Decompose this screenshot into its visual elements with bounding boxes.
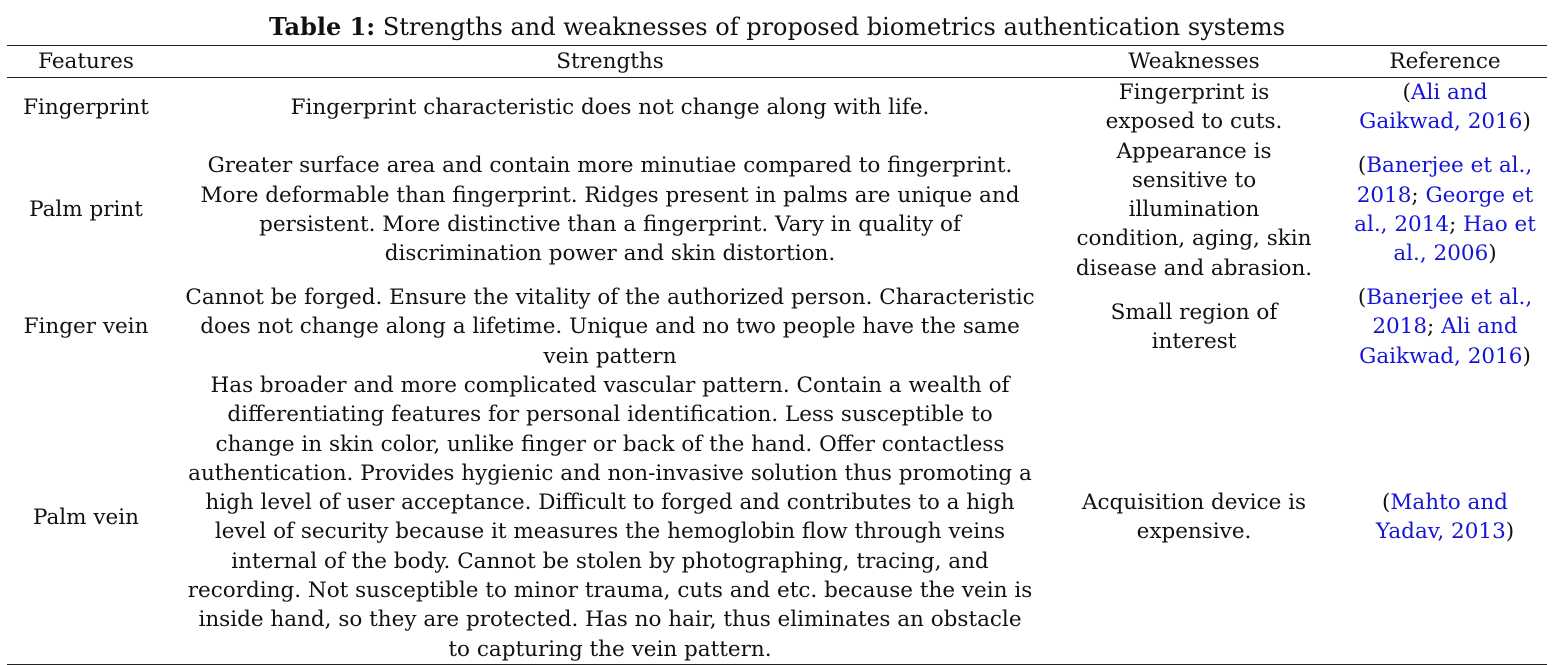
table-row [7,283,1547,371]
weaknesses-cell: Acquisition device is expensive. [1059,371,1331,664]
weaknesses-cell: Small region of interest [1110,299,1278,355]
header-weaknesses: Weaknesses [1059,46,1331,78]
strengths-cell: Has broader and more complicated vascular pattern. Contain a wealth of differentiating features for personal identification. Less susceptible to change in skin color, unlike finger or back of the hand. Offer contactless authentication. Provides hygienic and non-invasive solution thus promoting a high level of user acceptance. Difficult to forged and contributes to a high level of security because it measures the hemoglobin flow through veins internal of the body. Cannot be stolen by photographing, tracing, and recording. Not susceptible to minor trauma, cuts and etc. because the vein is inside hand, so they are protected. Has no hair, thus eliminates an obstacle to capturing the vein pattern. [165,371,1059,664]
header-row [7,46,1547,78]
feature-cell: Fingerprint [23,94,149,120]
citation-link[interactable]: Mahto and Yadav, 2013 [1375,490,1508,545]
feature-cell: Finger vein [23,314,149,340]
reference-cell: (Banerjee et al., 2018; George et al., 2014; Hao et al., 2006) [1354,153,1536,267]
citation-link[interactable]: Banerjee et al., 2018 [1366,285,1533,340]
citation-link[interactable]: George et al., 2014 [1354,182,1534,237]
feature-cell: Palm vein [7,371,165,664]
feature-cell: Palm print [29,197,143,223]
citation-link[interactable]: Hao et al., 2006 [1393,211,1536,267]
citation-link[interactable]: Banerjee et al., 2018 [1356,153,1533,208]
header-features: Features [7,46,165,78]
weaknesses-cell: Appearance is sensitive to illumination condition, aging, skin disease and abrasion. [1075,138,1313,281]
strengths-cell: Greater surface area and contain more minutiae compared to fingerprint. More deformable than fingerprint. Ridges present in palms are unique and persistent. More distinctive than a fingerprint. Vary in quality of discrimination power and skin distortion. [200,153,1020,267]
strengths-cell: Cannot be forged. Ensure the vitality of the authorized person. Characteristic does not change along a lifetime. Unique and no two people have the same vein pattern [185,285,1035,369]
biometrics-table [7,45,1547,665]
table-row [7,371,1547,664]
strengths-cell: Fingerprint characteristic does not change along with life. [290,94,930,120]
reference-cell: (Mahto and Yadav, 2013) [1331,371,1547,664]
caption-text: Strengths and weaknesses of proposed biometrics authentication systems [382,13,1286,41]
header-reference: Reference [1331,46,1547,78]
weaknesses-cell: Fingerprint is exposed to cuts. [1105,80,1283,135]
citation-link[interactable]: Ali and Gaikwad, 2016 [1359,314,1523,369]
reference-cell: (Ali and Gaikwad, 2016) [1359,80,1531,135]
citation-link[interactable]: Ali and Gaikwad, 2016 [1359,80,1523,135]
header-strengths: Strengths [165,46,1059,78]
table-caption [0,12,1554,42]
reference-cell: (Banerjee et al., 2018; Ali and Gaikwad, 2016) [1357,285,1533,369]
caption-label: Table 1: [268,12,376,41]
table-row [7,137,1547,283]
table-row [7,78,1547,137]
